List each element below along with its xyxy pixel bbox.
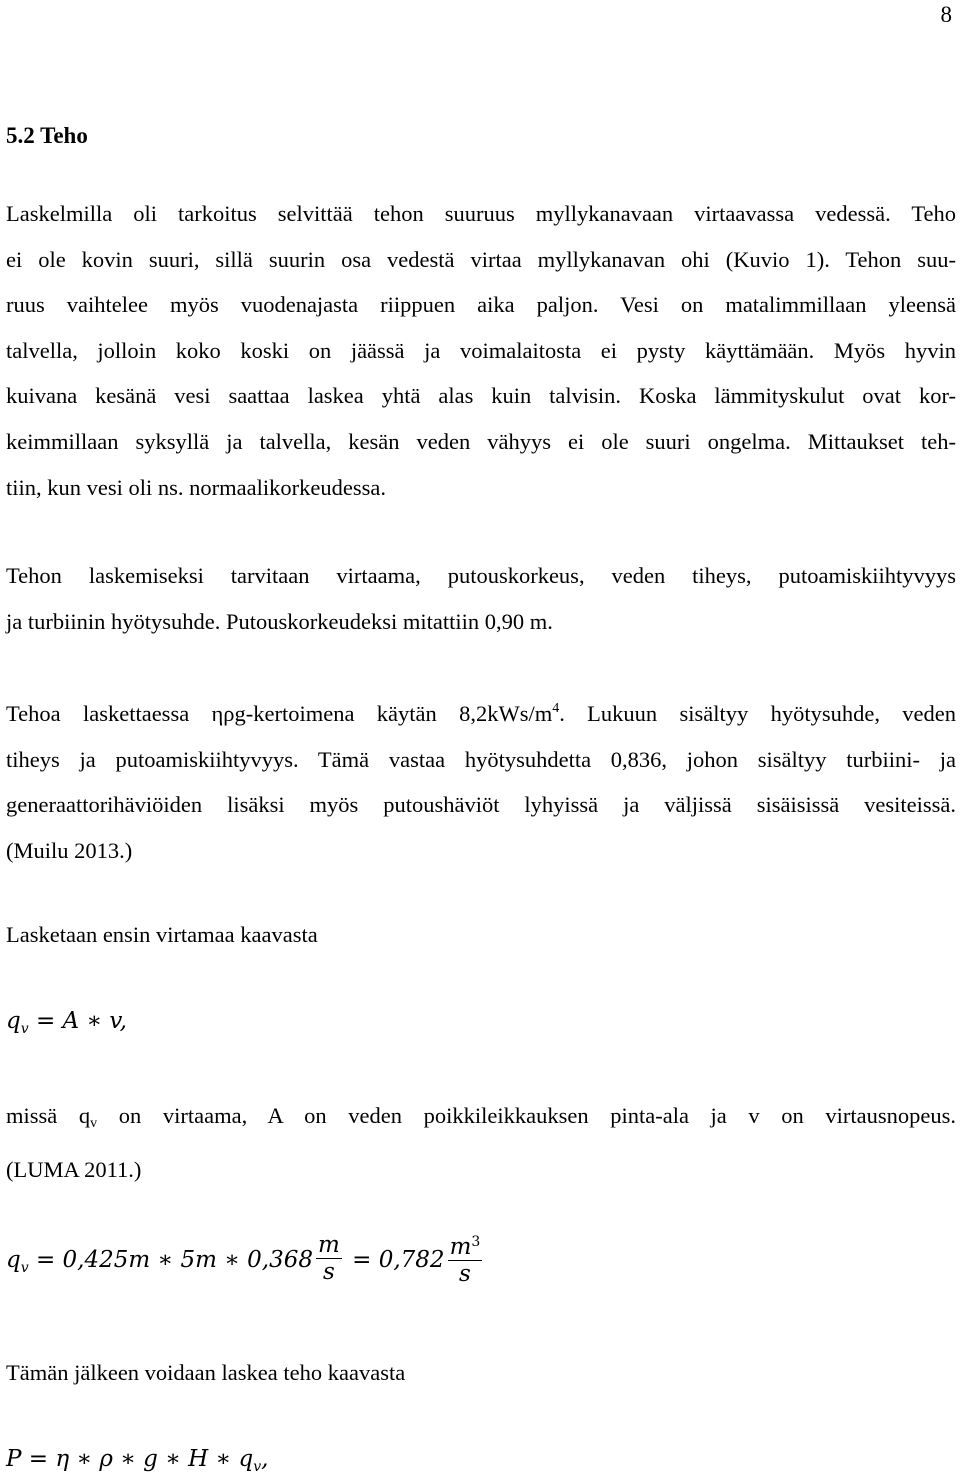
fraction-denominator: s — [459, 1261, 471, 1287]
fraction-m3-per-s — [448, 1230, 483, 1286]
eq-middle: = 0,425m ∗ 5m ∗ 0,368 — [28, 1247, 314, 1273]
text-span: Tehoa laskettaessa ηρg-kertoimena käytän 8,2kWs/m — [6, 701, 553, 726]
equation-power — [6, 1446, 268, 1475]
fraction-denominator: s — [323, 1258, 335, 1285]
paragraph-line: generaattorihäviöiden lisäksi myös putoushäviöt lyhyissä ja väljissä sisäisissä vesiteissä. — [6, 792, 956, 818]
eq-subscript: v — [20, 1021, 29, 1037]
superscript: 4 — [552, 701, 560, 716]
section-heading: 5.2 Teho — [6, 123, 88, 148]
paragraph-coefficient — [6, 686, 956, 873]
paragraph-requirements — [6, 553, 956, 644]
paragraph-line: Lasketaan ensin virtamaa kaavasta — [6, 922, 318, 947]
text-span: . Lukuun sisältyy hyötysuhde, veden — [559, 701, 957, 726]
eq-lhs: q — [6, 1247, 21, 1273]
subscript: v — [90, 1116, 98, 1131]
paragraph-line: ruus vaihtelee myös vuodenajasta riippuen aika paljon. Vesi on matalimmillaan yleensä — [6, 292, 956, 318]
numerator-text: m — [449, 1234, 472, 1260]
paragraph-line: keimmillaan syksyllä ja talvella, kesän veden vähyys ei ole suuri ongelma. Mittaukset teh- — [6, 428, 956, 454]
eq-result: = 0,782 — [344, 1247, 445, 1273]
paragraph-power-intro — [6, 1350, 956, 1396]
eq-body: P = η ∗ ρ ∗ g ∗ H ∗ q — [6, 1446, 254, 1472]
equation-flow-calculation — [6, 1233, 485, 1289]
text-span: on virtaama, A on veden poikkileikkauksen pinta-ala ja v on virtausnopeus. — [97, 1103, 956, 1128]
paragraph-flow-intro — [6, 912, 956, 958]
paragraph-line: Laskelmilla oli tarkoitus selvittää tehon suuruus myllykanavaan virtaavassa vedessä. Teho — [6, 201, 956, 226]
paragraph-line: (Muilu 2013.) — [6, 837, 133, 863]
fraction-numerator — [448, 1230, 483, 1261]
eq-rhs: = A ∗ v, — [28, 1008, 127, 1034]
fraction-m-per-s — [316, 1233, 342, 1284]
paragraph-line: tiin, kun vesi oli ns. normaalikorkeudessa. — [6, 474, 386, 500]
paragraph-line: talvella, jolloin koko koski on jäässä ja voimalaitosta ei pysty käyttämään. Myös hyvin — [6, 337, 956, 363]
text-span: missä q — [6, 1103, 91, 1128]
eq-tail: , — [261, 1446, 269, 1472]
eq-subscript: v — [253, 1459, 262, 1475]
paragraph-line: (LUMA 2011.) — [6, 1156, 142, 1182]
paragraph-line: ei ole kovin suuri, sillä suurin osa vedestä virtaa myllykanavan ohi (Kuvio 1). Tehon suu- — [6, 246, 956, 272]
paragraph-line — [6, 686, 956, 737]
paragraph-line: kuivana kesänä vesi saattaa laskea yhtä alas kuin talvisin. Koska lämmityskulut ovat kor- — [6, 383, 956, 409]
page-number: 8 — [940, 2, 952, 27]
eq-subscript: v — [20, 1260, 29, 1276]
paragraph-line: ja turbiinin hyötysuhde. Putouskorkeudeksi mitattiin 0,90 m. — [6, 608, 553, 634]
equation-flow — [6, 1008, 127, 1037]
paragraph-where — [6, 1093, 956, 1192]
fraction-numerator: m — [318, 1231, 340, 1258]
paragraph-line: Tämän jälkeen voidaan laskea teho kaavasta — [6, 1360, 406, 1385]
numerator-superscript: 3 — [471, 1234, 481, 1250]
paragraph-line — [6, 1093, 956, 1147]
paragraph-intro — [6, 191, 956, 510]
paragraph-line: tiheys ja putoamiskiihtyvyys. Tämä vastaa hyötysuhdetta 0,836, johon sisältyy turbiini- ja — [6, 746, 956, 772]
paragraph-line: Tehon laskemiseksi tarvitaan virtaama, putouskorkeus, veden tiheys, putoamiskiihtyvyys — [6, 563, 956, 588]
eq-lhs: q — [6, 1008, 21, 1034]
